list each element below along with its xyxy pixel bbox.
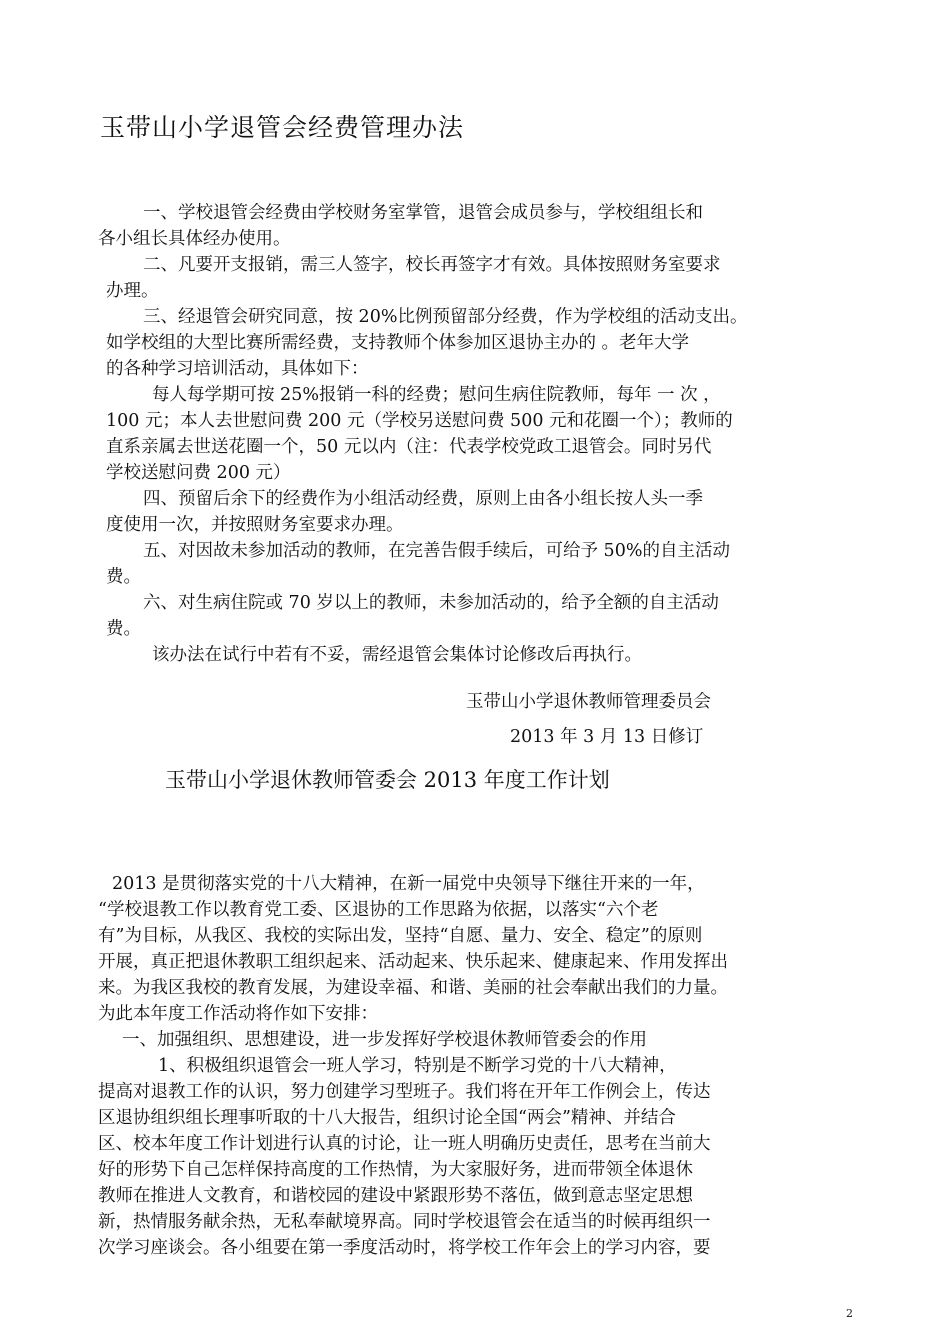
paragraph-line: 学校送慰问费 200 元） bbox=[106, 463, 291, 483]
paragraph-line: 直系亲属去世送花圈一个，50 元以内（注：代表学校党政工退管会。同时另代 bbox=[106, 437, 712, 457]
paragraph-line: 的各种学习培训活动，具体如下： bbox=[106, 359, 369, 379]
paragraph-line: 一、学校退管会经费由学校财务室掌管，退管会成员参与，学校组组长和 bbox=[143, 203, 703, 223]
paragraph-line: 办理。 bbox=[106, 281, 159, 301]
paragraph-line: 2013 是贯彻落实党的十八大精神，在新一届党中央领导下继往开来的一年， bbox=[112, 874, 705, 894]
paragraph-line: 各小组长具体经办使用。 bbox=[98, 229, 291, 249]
paragraph-line: 费。 bbox=[106, 619, 141, 639]
paragraph-line: 来。为我区我校的教育发展，为建设幸福、和谐、美丽的社会奉献出我们的力量。 bbox=[98, 978, 728, 998]
document-title: 玉带山小学退管会经费管理办法 bbox=[100, 113, 465, 142]
signature-date: 2013 年 3 月 13 日修订 bbox=[510, 727, 704, 747]
paragraph-line: 100 元；本人去世慰问费 200 元（学校另送慰问费 500 元和花圈一个）；教师的 bbox=[106, 411, 733, 431]
paragraph-line: 区退协组织组长理事听取的十八大报告，组织讨论全国“两会”精神、并结合 bbox=[98, 1108, 676, 1128]
paragraph-line: 有”为目标，从我区、我校的实际出发，坚持“自愿、量力、安全、稳定”的原则 bbox=[98, 926, 703, 946]
paragraph-line: 五、对因故未参加活动的教师，在完善告假手续后，可给予 50%的自主活动 bbox=[143, 541, 730, 561]
paragraph-line: 开展，真正把退休教职工组织起来、活动起来、快乐起来、健康起来、作用发挥出 bbox=[98, 952, 728, 972]
paragraph-line: 三、经退管会研究同意，按 20%比例预留部分经费，作为学校组的活动支出。 bbox=[143, 307, 748, 327]
paragraph-line: 教师在推进人文教育，和谐校园的建设中紧跟形势不落伍，做到意志坚定思想 bbox=[98, 1186, 693, 1206]
paragraph-line: 度使用一次，并按照财务室要求办理。 bbox=[106, 515, 404, 535]
paragraph-line: “学校退教工作以教育党工委、区退协的工作思路为依据，以落实“六个老 bbox=[98, 900, 659, 920]
paragraph-line: 1、积极组织退管会一班人学习，特别是不断学习党的十八大精神， bbox=[158, 1056, 677, 1076]
signature-organization: 玉带山小学退休教师管理委员会 bbox=[466, 692, 711, 712]
paragraph-line: 四、预留后余下的经费作为小组活动经费，原则上由各小组长按人头一季 bbox=[143, 489, 703, 509]
paragraph-line: 为此本年度工作活动将作如下安排： bbox=[98, 1004, 378, 1024]
paragraph-line: 提高对退教工作的认识，努力创建学习型班子。我们将在开年工作例会上，传达 bbox=[98, 1082, 711, 1102]
paragraph-line: 二、凡要开支报销，需三人签字，校长再签字才有效。具体按照财务室要求 bbox=[143, 255, 721, 275]
paragraph-line: 一、加强组织、思想建设，进一步发挥好学校退休教师管委会的作用 bbox=[122, 1030, 647, 1050]
paragraph-line: 六、对生病住院或 70 岁以上的教师，未参加活动的，给予全额的自主活动 bbox=[143, 593, 719, 613]
paragraph-line: 区、校本年度工作计划进行认真的讨论，让一班人明确历史责任，思考在当前大 bbox=[98, 1134, 711, 1154]
paragraph-line: 次学习座谈会。各小组要在第一季度活动时，将学校工作年会上的学习内容，要 bbox=[98, 1238, 711, 1258]
paragraph-line: 如学校组的大型比赛所需经费，支持教师个体参加区退协主办的 。老年大学 bbox=[106, 333, 690, 353]
paragraph-line: 好的形势下自己怎样保持高度的工作热情，为大家服好务，进而带领全体退休 bbox=[98, 1160, 693, 1180]
paragraph-line: 该办法在试行中若有不妥，需经退管会集体讨论修改后再执行。 bbox=[152, 645, 642, 665]
page-number: 2 bbox=[846, 1307, 853, 1320]
paragraph-line: 每人每学期可按 25%报销一科的经费；慰问生病住院教师，每年 一 次 ， bbox=[152, 385, 721, 405]
paragraph-line: 费。 bbox=[106, 567, 141, 587]
paragraph-line: 新，热情服务献余热，无私奉献境界高。同时学校退管会在适当的时候再组织一 bbox=[98, 1212, 711, 1232]
section-title: 玉带山小学退休教师管委会 2013 年度工作计划 bbox=[165, 768, 610, 792]
